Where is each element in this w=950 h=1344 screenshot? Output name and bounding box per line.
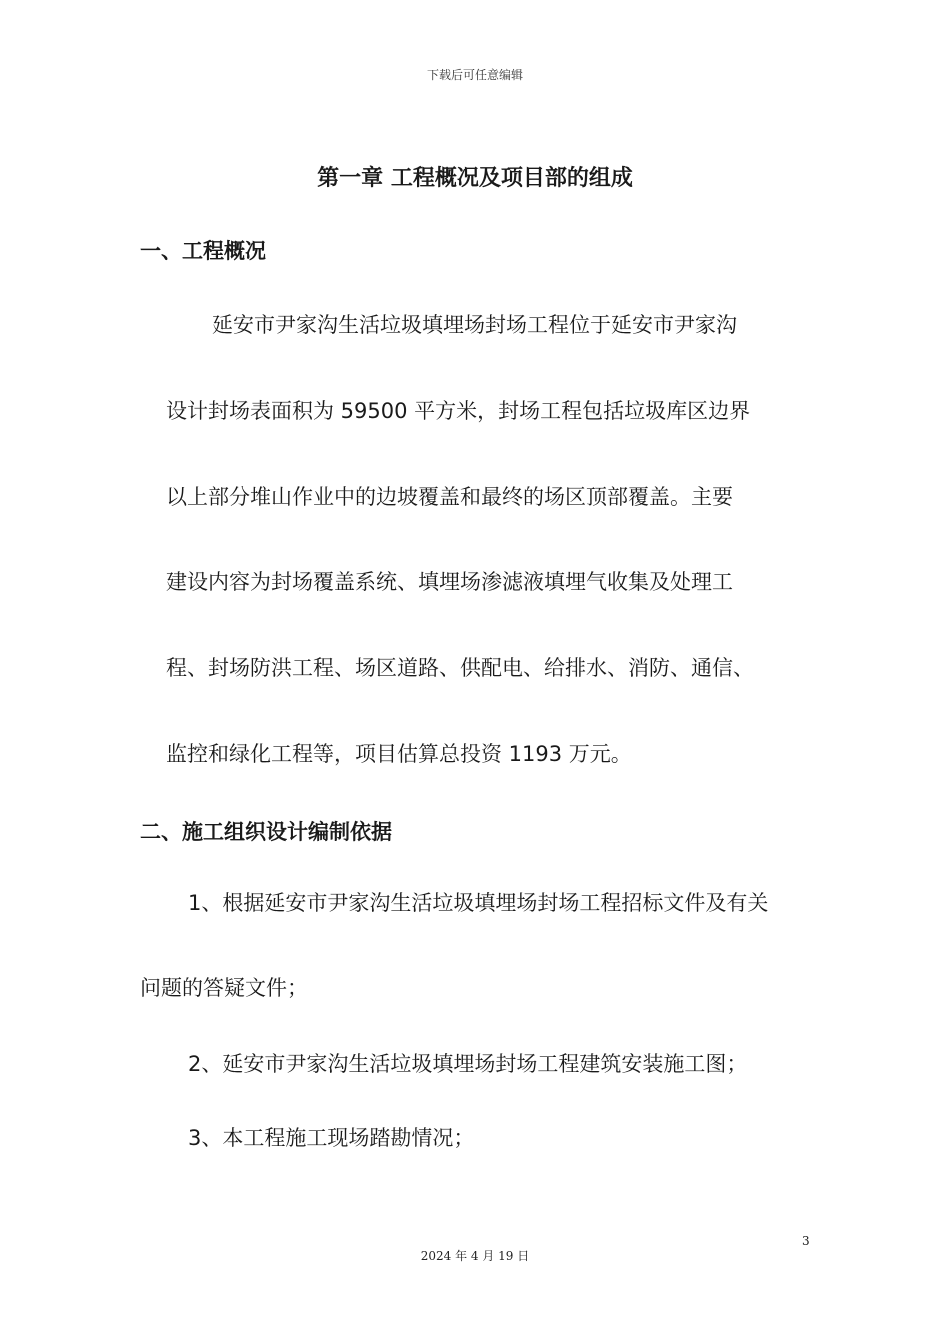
section-heading-basis: 二、施工组织设计编制依据 [140, 820, 392, 844]
list-item-continuation: 问题的答疑文件； [140, 976, 308, 1000]
section-heading-overview: 一、工程概况 [140, 239, 266, 263]
list-item: 3、本工程施工现场踏勘情况； [188, 1126, 475, 1150]
paragraph-line: 以上部分堆山作业中的边坡覆盖和最终的场区顶部覆盖。主要 [166, 485, 733, 509]
list-item: 1、根据延安市尹家沟生活垃圾填埋场封场工程招标文件及有关 [188, 891, 769, 915]
paragraph-line: 延安市尹家沟生活垃圾填埋场封场工程位于延安市尹家沟 [212, 313, 737, 337]
paragraph-line: 设计封场表面积为 59500 平方米，封场工程包括垃圾库区边界 [166, 399, 751, 423]
paragraph-line: 程、封场防洪工程、场区道路、供配电、给排水、消防、通信、 [166, 656, 754, 680]
page-number: 3 [802, 1234, 810, 1248]
header-note: 下载后可任意编辑 [426, 68, 523, 82]
paragraph-line: 监控和绿化工程等，项目估算总投资 1193 万元。 [166, 742, 632, 766]
footer-date: 2024 年 4 月 19 日 [420, 1249, 530, 1263]
chapter-title: 第一章 工程概况及项目部的组成 [317, 166, 633, 191]
list-item: 2、延安市尹家沟生活垃圾填埋场封场工程建筑安装施工图； [188, 1052, 748, 1076]
paragraph-line: 建设内容为封场覆盖系统、填埋场渗滤液填埋气收集及处理工 [166, 570, 733, 594]
